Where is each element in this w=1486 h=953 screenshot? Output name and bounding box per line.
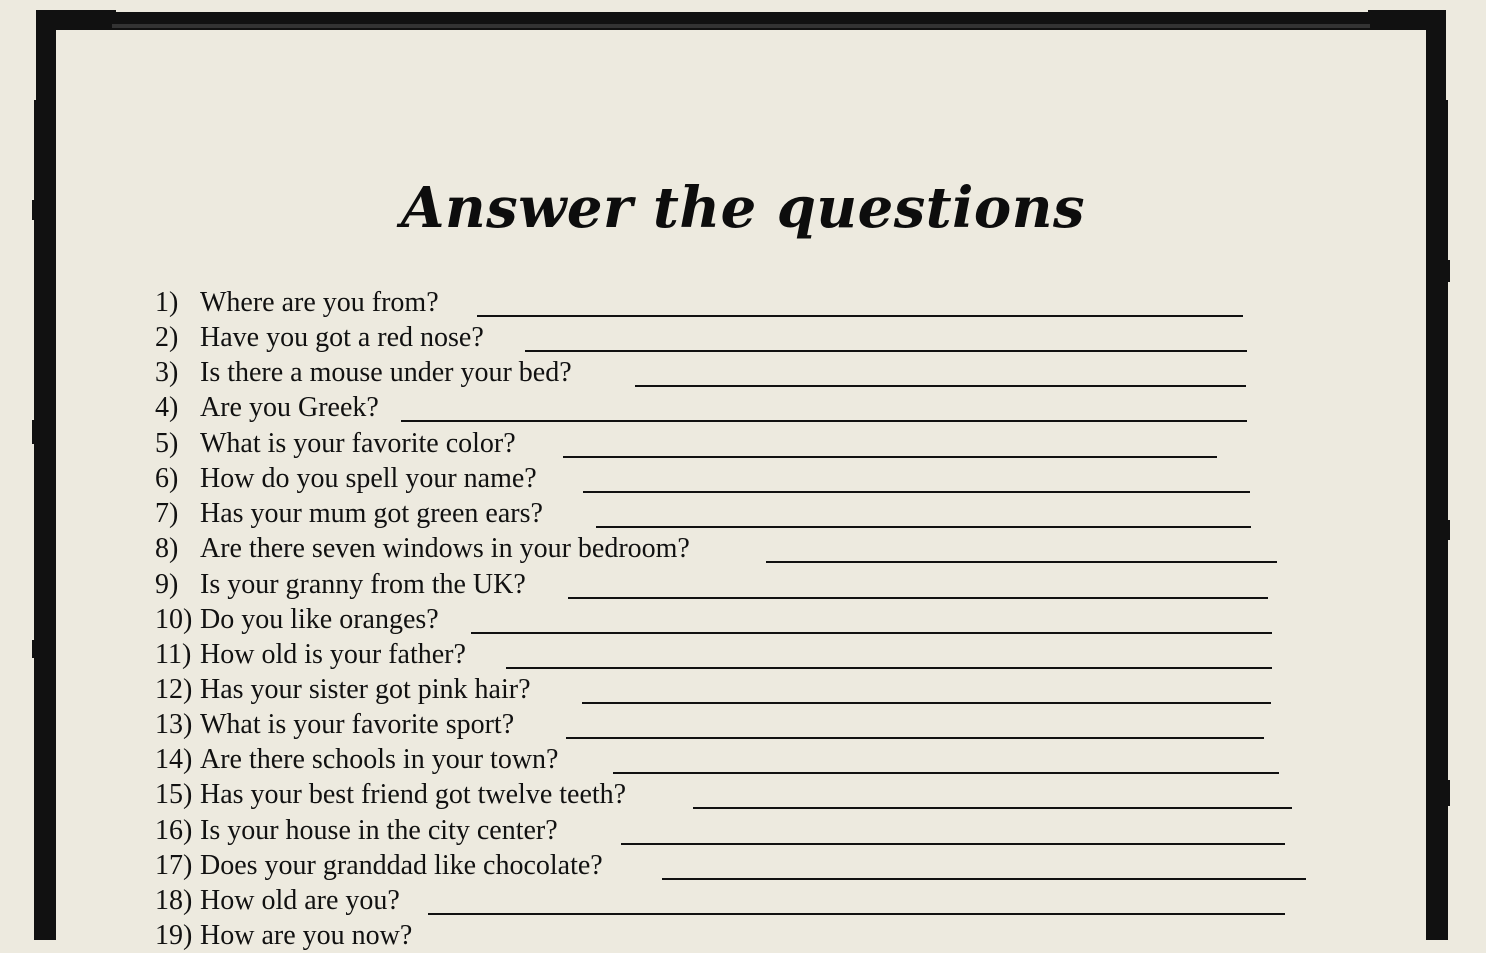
question-number: 19) [155,920,193,951]
question-text: Has your mum got green ears? [200,498,543,529]
question-number: 10) [155,604,193,635]
question-text: How are you now? [200,920,413,951]
answer-line[interactable] [477,315,1243,317]
question-text: Have you got a red nose? [200,322,484,353]
question-number: 9) [155,569,179,600]
question-text: How old are you? [200,885,400,916]
question-text: Is there a mouse under your bed? [200,357,572,388]
question-text: Is your house in the city center? [200,815,558,846]
question-text: Are there schools in your town? [200,744,559,775]
question-text: Are you Greek? [200,392,379,423]
question-number: 8) [155,533,179,564]
question-number: 1) [155,287,179,318]
answer-line[interactable] [635,385,1246,387]
answer-line[interactable] [525,350,1247,352]
answer-line[interactable] [428,913,1285,915]
answer-line[interactable] [401,420,1247,422]
question-number: 15) [155,779,193,810]
question-text: Has your sister got pink hair? [200,674,531,705]
answer-line[interactable] [582,702,1271,704]
answer-line[interactable] [566,737,1264,739]
answer-line[interactable] [506,667,1272,669]
question-number: 18) [155,885,193,916]
answer-line[interactable] [596,526,1251,528]
answer-line[interactable] [621,843,1285,845]
question-number: 3) [155,357,179,388]
question-number: 14) [155,744,193,775]
question-number: 5) [155,428,179,459]
answer-line[interactable] [583,491,1250,493]
question-number: 4) [155,392,179,423]
answer-line[interactable] [471,632,1272,634]
answer-line[interactable] [568,597,1268,599]
question-number: 7) [155,498,179,529]
answer-line[interactable] [693,807,1292,809]
question-text: What is your favorite color? [200,428,516,459]
question-text: Is your granny from the UK? [200,569,526,600]
question-text: What is your favorite sport? [200,709,515,740]
question-text: Where are you from? [200,287,439,318]
question-number: 17) [155,850,193,881]
question-number: 12) [155,674,193,705]
question-text: Are there seven windows in your bedroom? [200,533,690,564]
page-title: Answer the questions [401,175,1085,241]
question-text: Has your best friend got twelve teeth? [200,779,627,810]
question-number: 13) [155,709,193,740]
question-text: Does your granddad like chocolate? [200,850,603,881]
answer-line[interactable] [613,772,1279,774]
answer-line[interactable] [563,456,1217,458]
question-number: 2) [155,322,179,353]
question-number: 6) [155,463,179,494]
question-text: How do you spell your name? [200,463,537,494]
answer-line[interactable] [662,878,1306,880]
question-text: Do you like oranges? [200,604,439,635]
question-number: 16) [155,815,193,846]
question-text: How old is your father? [200,639,466,670]
question-number: 11) [155,639,192,670]
answer-line[interactable] [766,561,1277,563]
